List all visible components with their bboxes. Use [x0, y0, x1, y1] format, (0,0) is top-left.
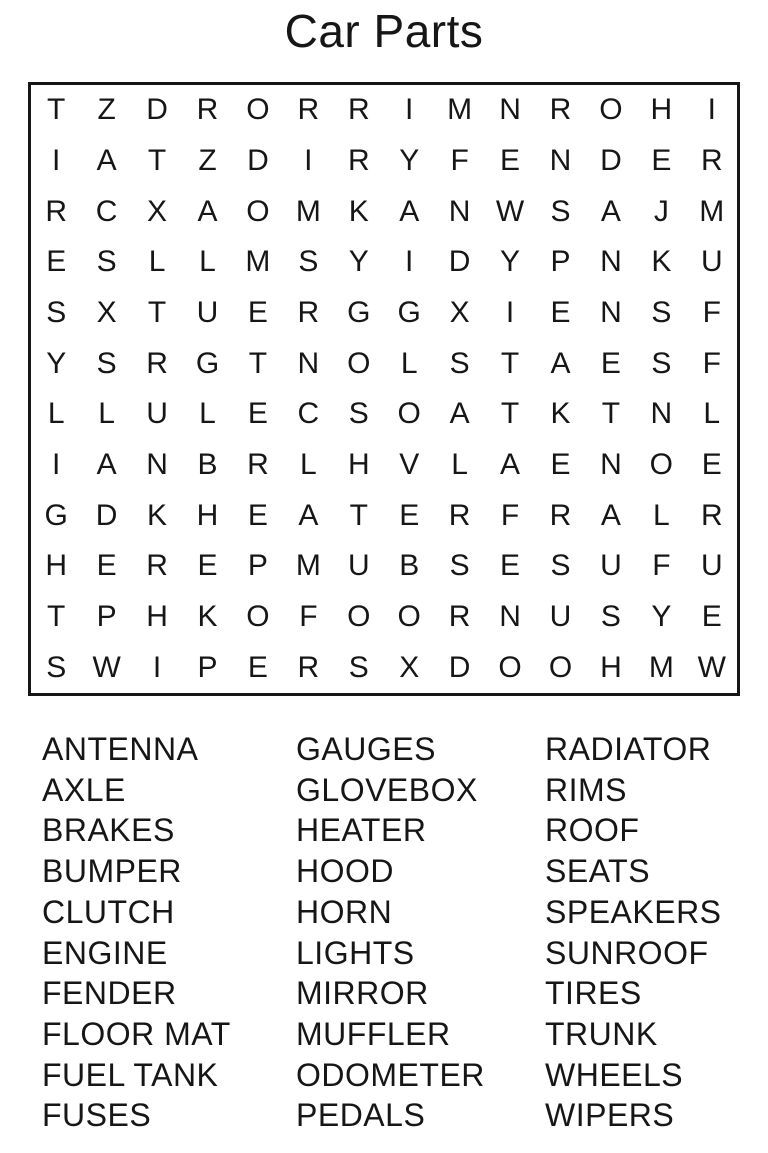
grid-letter: E: [550, 447, 571, 481]
grid-letter: O: [246, 194, 270, 228]
grid-letter: I: [152, 650, 162, 684]
grid-letter: R: [297, 295, 320, 329]
grid-letter: E: [197, 549, 218, 583]
word-list: [0, 729, 768, 1153]
grid-letter: N: [499, 93, 521, 127]
word-list-item: ODOMETER: [296, 1056, 485, 1093]
word-list-item: HEATER: [296, 812, 427, 849]
grid-letter: E: [500, 549, 521, 583]
grid-letter: D: [247, 143, 269, 177]
grid-letter: E: [500, 143, 521, 177]
grid-letter: P: [550, 245, 571, 279]
grid-letter: K: [197, 599, 218, 633]
grid-letter: X: [96, 295, 117, 329]
grid-letter: S: [449, 549, 470, 583]
grid-letter: A: [399, 194, 420, 228]
grid-letter: L: [199, 245, 216, 279]
grid-letter: E: [399, 498, 420, 532]
grid-letter: M: [648, 650, 674, 684]
grid-letter: W: [92, 650, 121, 684]
grid-letter: E: [247, 498, 268, 532]
grid-letter: U: [700, 549, 723, 583]
grid-letter: H: [196, 498, 219, 532]
grid-letter: P: [197, 650, 218, 684]
word-list-item: LIGHTS: [296, 934, 415, 971]
word-list-item: FENDER: [42, 975, 177, 1012]
grid-letter: S: [298, 245, 319, 279]
grid-letter: C: [297, 397, 320, 431]
grid-letter: E: [247, 295, 268, 329]
grid-letter: L: [653, 498, 670, 532]
grid-letter: V: [399, 447, 420, 481]
grid-letter: N: [600, 295, 622, 329]
grid-letter: U: [347, 549, 370, 583]
grid-letter: Y: [651, 599, 672, 633]
word-list-item: BRAKES: [42, 812, 175, 849]
word-list-item: WIPERS: [545, 1097, 675, 1134]
grid-letter: D: [146, 93, 168, 127]
grid-letter: K: [651, 245, 672, 279]
grid-letter: X: [399, 650, 420, 684]
page-title: Car Parts: [284, 5, 484, 57]
grid-letter: T: [500, 397, 520, 431]
grid-letter: C: [95, 194, 118, 228]
grid-letter: R: [347, 143, 370, 177]
grid-letter: I: [707, 93, 716, 127]
grid-letter: A: [550, 346, 571, 380]
grid-letter: R: [146, 549, 168, 583]
grid-letter: M: [295, 549, 321, 583]
word-list-column-3: [545, 729, 722, 1136]
word-list-item: GLOVEBOX: [296, 771, 478, 808]
grid-letter: F: [450, 143, 469, 177]
word-list-item: ENGINE: [42, 934, 168, 971]
grid-letter: S: [550, 549, 571, 583]
word-list-item: WHEELS: [545, 1056, 684, 1093]
grid-letter: I: [505, 295, 515, 329]
grid-letter: S: [600, 599, 621, 633]
grid-letter: N: [600, 447, 622, 481]
grid-letter: F: [299, 599, 318, 633]
grid-letter: R: [700, 143, 723, 177]
word-list-item: ROOF: [545, 812, 640, 849]
grid-letter: R: [700, 498, 723, 532]
grid-letter: N: [146, 447, 168, 481]
grid-letter: Z: [198, 143, 217, 177]
word-list-item: HOOD: [296, 853, 394, 890]
grid-letter: R: [247, 447, 269, 481]
word-list-item: FLOOR MAT: [42, 1015, 231, 1052]
grid-letter: L: [400, 346, 418, 380]
grid-letter: G: [347, 295, 371, 329]
grid-letter: D: [600, 143, 622, 177]
grid-letter: X: [449, 295, 470, 329]
grid-letter: D: [448, 650, 471, 684]
word-list-item: SEATS: [545, 853, 651, 890]
grid-letter: S: [348, 650, 369, 684]
grid-letter: I: [52, 447, 61, 481]
grid-letter: E: [651, 143, 672, 177]
grid-letter: S: [96, 346, 117, 380]
grid-letter: R: [146, 346, 168, 380]
grid-letter: T: [47, 599, 66, 633]
grid-letter: B: [399, 549, 420, 583]
grid-letter: H: [45, 549, 68, 583]
grid-letter: U: [700, 245, 723, 279]
grid-letter: S: [651, 346, 672, 380]
grid-letter: S: [550, 194, 571, 228]
grid-letter: P: [96, 599, 117, 633]
grid-letter: O: [548, 650, 573, 684]
grid-letter: R: [347, 93, 370, 127]
word-list-item: SPEAKERS: [545, 893, 722, 930]
grid-letter: L: [98, 397, 115, 431]
grid-letter: E: [96, 549, 117, 583]
grid-letter: N: [297, 346, 320, 380]
grid-letter: O: [246, 599, 270, 633]
grid-letter: E: [600, 346, 621, 380]
word-list-item: CLUTCH: [42, 893, 175, 930]
word-list-item: SUNROOF: [545, 934, 709, 971]
grid-letter: N: [448, 194, 471, 228]
grid-letter: R: [549, 93, 572, 127]
word-list-item: MIRROR: [296, 975, 429, 1012]
grid-letter: R: [196, 93, 219, 127]
grid-letter: S: [651, 295, 672, 329]
grid-letter: M: [447, 93, 473, 127]
grid-letter: I: [405, 93, 414, 127]
grid-letter: A: [600, 194, 621, 228]
word-list-item: BUMPER: [42, 853, 182, 890]
word-list-item: FUSES: [42, 1097, 152, 1134]
grid-letter: T: [349, 498, 368, 532]
grid-letter: U: [146, 397, 168, 431]
word-list-item: TRUNK: [545, 1015, 658, 1052]
grid-letter: W: [697, 650, 726, 684]
grid-letter: E: [550, 295, 571, 329]
grid-letter: X: [147, 194, 168, 228]
word-list-item: GAUGES: [296, 731, 436, 767]
grid-letter: T: [147, 143, 167, 177]
grid-letter: T: [147, 295, 167, 329]
grid-letter: D: [448, 245, 471, 279]
grid-letter: D: [95, 498, 118, 532]
grid-letter: E: [247, 650, 268, 684]
grid-letter: R: [448, 599, 471, 633]
grid-letter: N: [650, 397, 673, 431]
grid-letter: S: [46, 650, 67, 684]
grid-letter: A: [197, 194, 218, 228]
grid-letter: A: [96, 447, 117, 481]
grid-letter: L: [703, 397, 721, 431]
grid-letter: O: [498, 650, 522, 684]
grid-letter: O: [347, 346, 371, 380]
grid-letter: H: [146, 599, 168, 633]
grid-letter: A: [600, 498, 621, 532]
grid-letter: K: [550, 397, 571, 431]
grid-letter: P: [247, 549, 268, 583]
grid-letter: T: [601, 397, 621, 431]
grid-letter: O: [347, 599, 371, 633]
grid-letter: R: [45, 194, 68, 228]
grid-letter: M: [245, 245, 271, 279]
grid-letter: W: [495, 194, 525, 228]
grid-letter: O: [649, 447, 674, 481]
grid-letter: E: [247, 397, 268, 431]
grid-letter: E: [701, 599, 722, 633]
grid-letter: G: [44, 498, 68, 532]
grid-letter: S: [96, 245, 117, 279]
grid-letter: B: [197, 447, 218, 481]
grid-letter: Y: [399, 143, 420, 177]
grid-letter: H: [650, 93, 673, 127]
grid-letter: Y: [500, 245, 521, 279]
word-search-grid: [28, 82, 740, 696]
grid-letter: I: [304, 143, 313, 177]
grid-letter: O: [246, 93, 270, 127]
grid-letter: U: [196, 295, 219, 329]
grid-letter: Y: [46, 346, 67, 380]
grid-letter: R: [297, 93, 320, 127]
grid-letter: H: [347, 447, 370, 481]
grid-letter: O: [397, 599, 421, 633]
grid-letter: N: [549, 143, 572, 177]
grid-letter: E: [46, 245, 67, 279]
grid-letter: N: [499, 599, 521, 633]
grid-letter: O: [397, 397, 421, 431]
word-list-item: MUFFLER: [296, 1015, 451, 1052]
grid-letter: I: [52, 143, 61, 177]
word-list-item: TIRES: [545, 975, 642, 1012]
grid-letter: L: [300, 447, 317, 481]
word-list-item: AXLE: [42, 771, 126, 808]
grid-letter: R: [297, 650, 320, 684]
grid-letter: F: [652, 549, 671, 583]
grid-letter: L: [451, 447, 468, 481]
word-list-item: PEDALS: [296, 1097, 426, 1134]
grid-letter: L: [47, 397, 65, 431]
grid-letter: T: [248, 346, 268, 380]
word-list-item: ANTENNA: [42, 731, 199, 767]
grid-letter: J: [653, 194, 669, 228]
grid-letter: U: [549, 599, 572, 633]
grid-letter: K: [348, 194, 369, 228]
grid-letter: A: [96, 143, 117, 177]
grid-letter: U: [600, 549, 622, 583]
word-list-item: FUEL TANK: [42, 1056, 219, 1093]
grid-letter: S: [46, 295, 67, 329]
grid-letter: M: [295, 194, 321, 228]
grid-letter: G: [195, 346, 220, 380]
grid-letter: M: [699, 194, 725, 228]
grid-letter: O: [599, 93, 623, 127]
grid-letter: Z: [97, 93, 116, 127]
word-list-item: RIMS: [545, 771, 627, 808]
grid-letter: I: [405, 245, 414, 279]
grid-letter: K: [147, 498, 168, 532]
grid-letter: H: [600, 650, 622, 684]
grid-letter: R: [448, 498, 471, 532]
grid-letter: F: [702, 346, 721, 380]
grid-letter: T: [47, 93, 66, 127]
grid-letter: L: [148, 245, 166, 279]
grid-letter: N: [600, 245, 622, 279]
grid-letter: F: [500, 498, 520, 532]
grid-letter: A: [298, 498, 319, 532]
word-list-column-2: [296, 729, 485, 1136]
grid-letter: S: [449, 346, 470, 380]
grid-letter: A: [500, 447, 521, 481]
grid-letter: E: [701, 447, 722, 481]
grid-letter: Y: [348, 245, 369, 279]
grid-letter: L: [199, 397, 216, 431]
word-list-column-1: [42, 729, 231, 1136]
grid-letter: A: [449, 397, 470, 431]
grid-letter: G: [397, 295, 421, 329]
word-list-item: HORN: [296, 893, 393, 930]
grid-letter: F: [702, 295, 721, 329]
grid-letter: T: [500, 346, 520, 380]
grid-letter: S: [348, 397, 369, 431]
grid-letter: R: [549, 498, 572, 532]
word-list-item: RADIATOR: [545, 731, 712, 767]
